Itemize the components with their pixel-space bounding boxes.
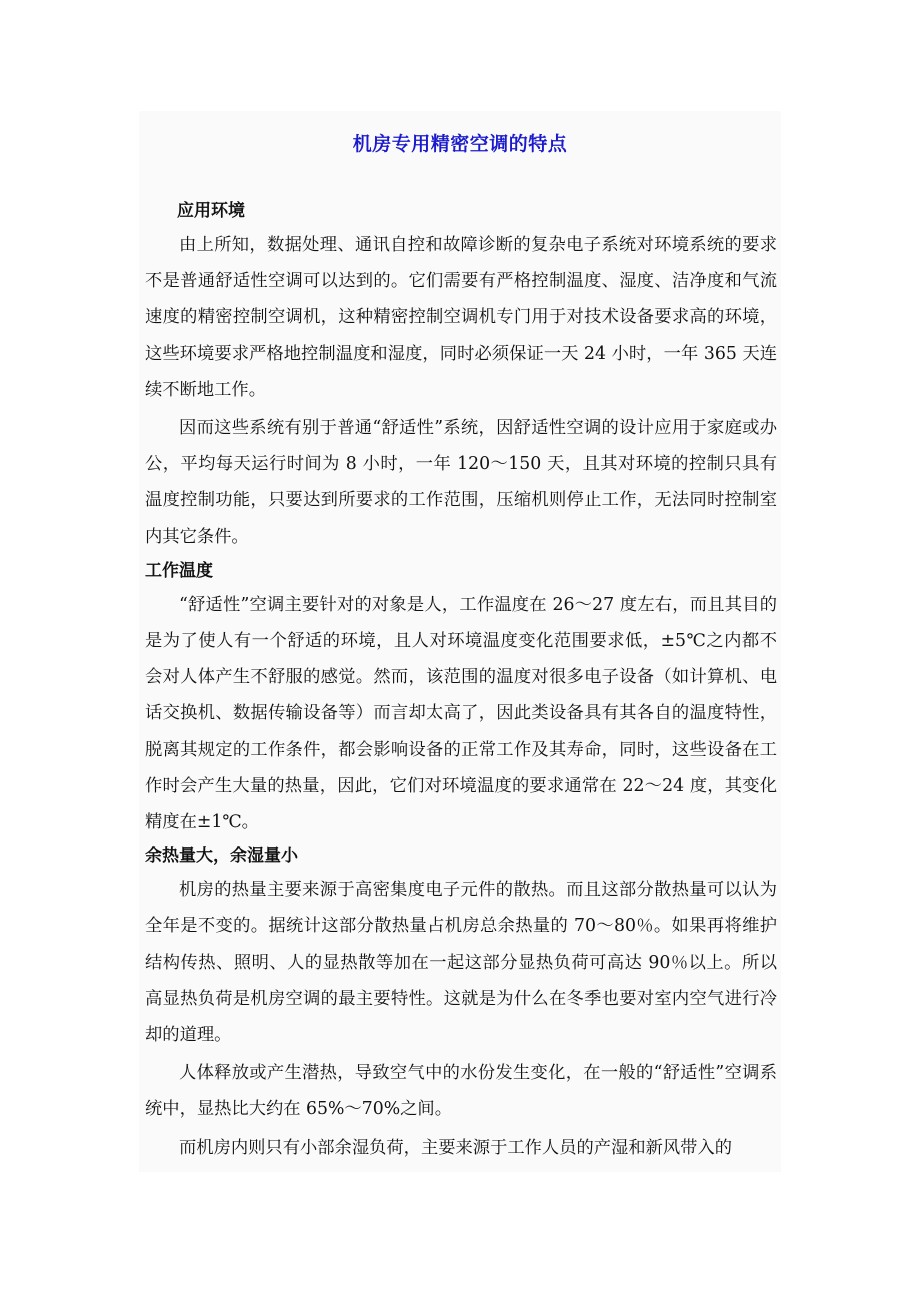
paragraph: 而机房内则只有小部余湿负荷，主要来源于工作人员的产湿和新风带入的	[179, 1137, 733, 1158]
paragraph: 机房的热量主要来源于高密集度电子元件的散热。而且这部分散热量可以认为全年是不变的。据统计这部分散热量占机房总余热量的 70～80％。如果再将维护结构传热、照明、人的显热散等加在一起这部分显热负荷可高达 90％以上。所以高显热负荷是机房空调的最主要特性。这就是为什么在冬季也要对室内空气进行冷却的道理。	[145, 880, 777, 1046]
section-heading-heat-humidity-load: 余热量大，余湿量小	[145, 846, 298, 867]
document-body	[145, 195, 777, 1166]
section-heading-application-environment: 应用环境	[177, 201, 245, 221]
section-heading-working-temperature: 工作温度	[145, 560, 213, 581]
paragraph: 由上所知，数据处理、通讯自控和故障诊断的复杂电子系统对环境系统的要求不是普通舒适性空调可以达到的。它们需要有严格控制温度、湿度、洁净度和气流速度的精密控制空调机，这种精密控制空调机专门用于对技术设备要求高的环境，这些环境要求严格地控制温度和湿度，同时必须保证一天 24 小时，一年 365 天连续不断地工作。	[145, 235, 777, 400]
paragraph: “舒适性”空调主要针对的对象是人，工作温度在 26～27 度左右，而且其目的是为了使人有一个舒适的环境，且人对环境温度变化范围要求低，±5℃之内都不会对人体产生不舒服的感觉。然而，该范围的温度对很多电子设备（如计算机、电话交换机、数据传输设备等）而言却太高了，因此类设备具有其各自的温度特性，脱离其规定的工作条件，都会影响设备的正常工作及其寿命，同时，这些设备在工作时会产生大量的热量，因此，它们对环境温度的要求通常在 22～24 度，其变化精度在±1℃。	[145, 594, 777, 833]
paragraph: 人体释放或产生潜热，导致空气中的水份发生变化，在一般的“舒适性”空调系统中，显热比大约在 65%～70%之间。	[145, 1063, 777, 1120]
document-page	[139, 111, 781, 1172]
document-title: 机房专用精密空调的特点	[352, 133, 568, 155]
paragraph: 因而这些系统有别于普通“舒适性”系统，因舒适性空调的设计应用于家庭或办公，平均每天运行时间为 8 小时，一年 120～150 天，且其对环境的控制只具有温度控制功能，只要达到所要求的工作范围，压缩机则停止工作，无法同时控制室内其它条件。	[145, 418, 777, 547]
